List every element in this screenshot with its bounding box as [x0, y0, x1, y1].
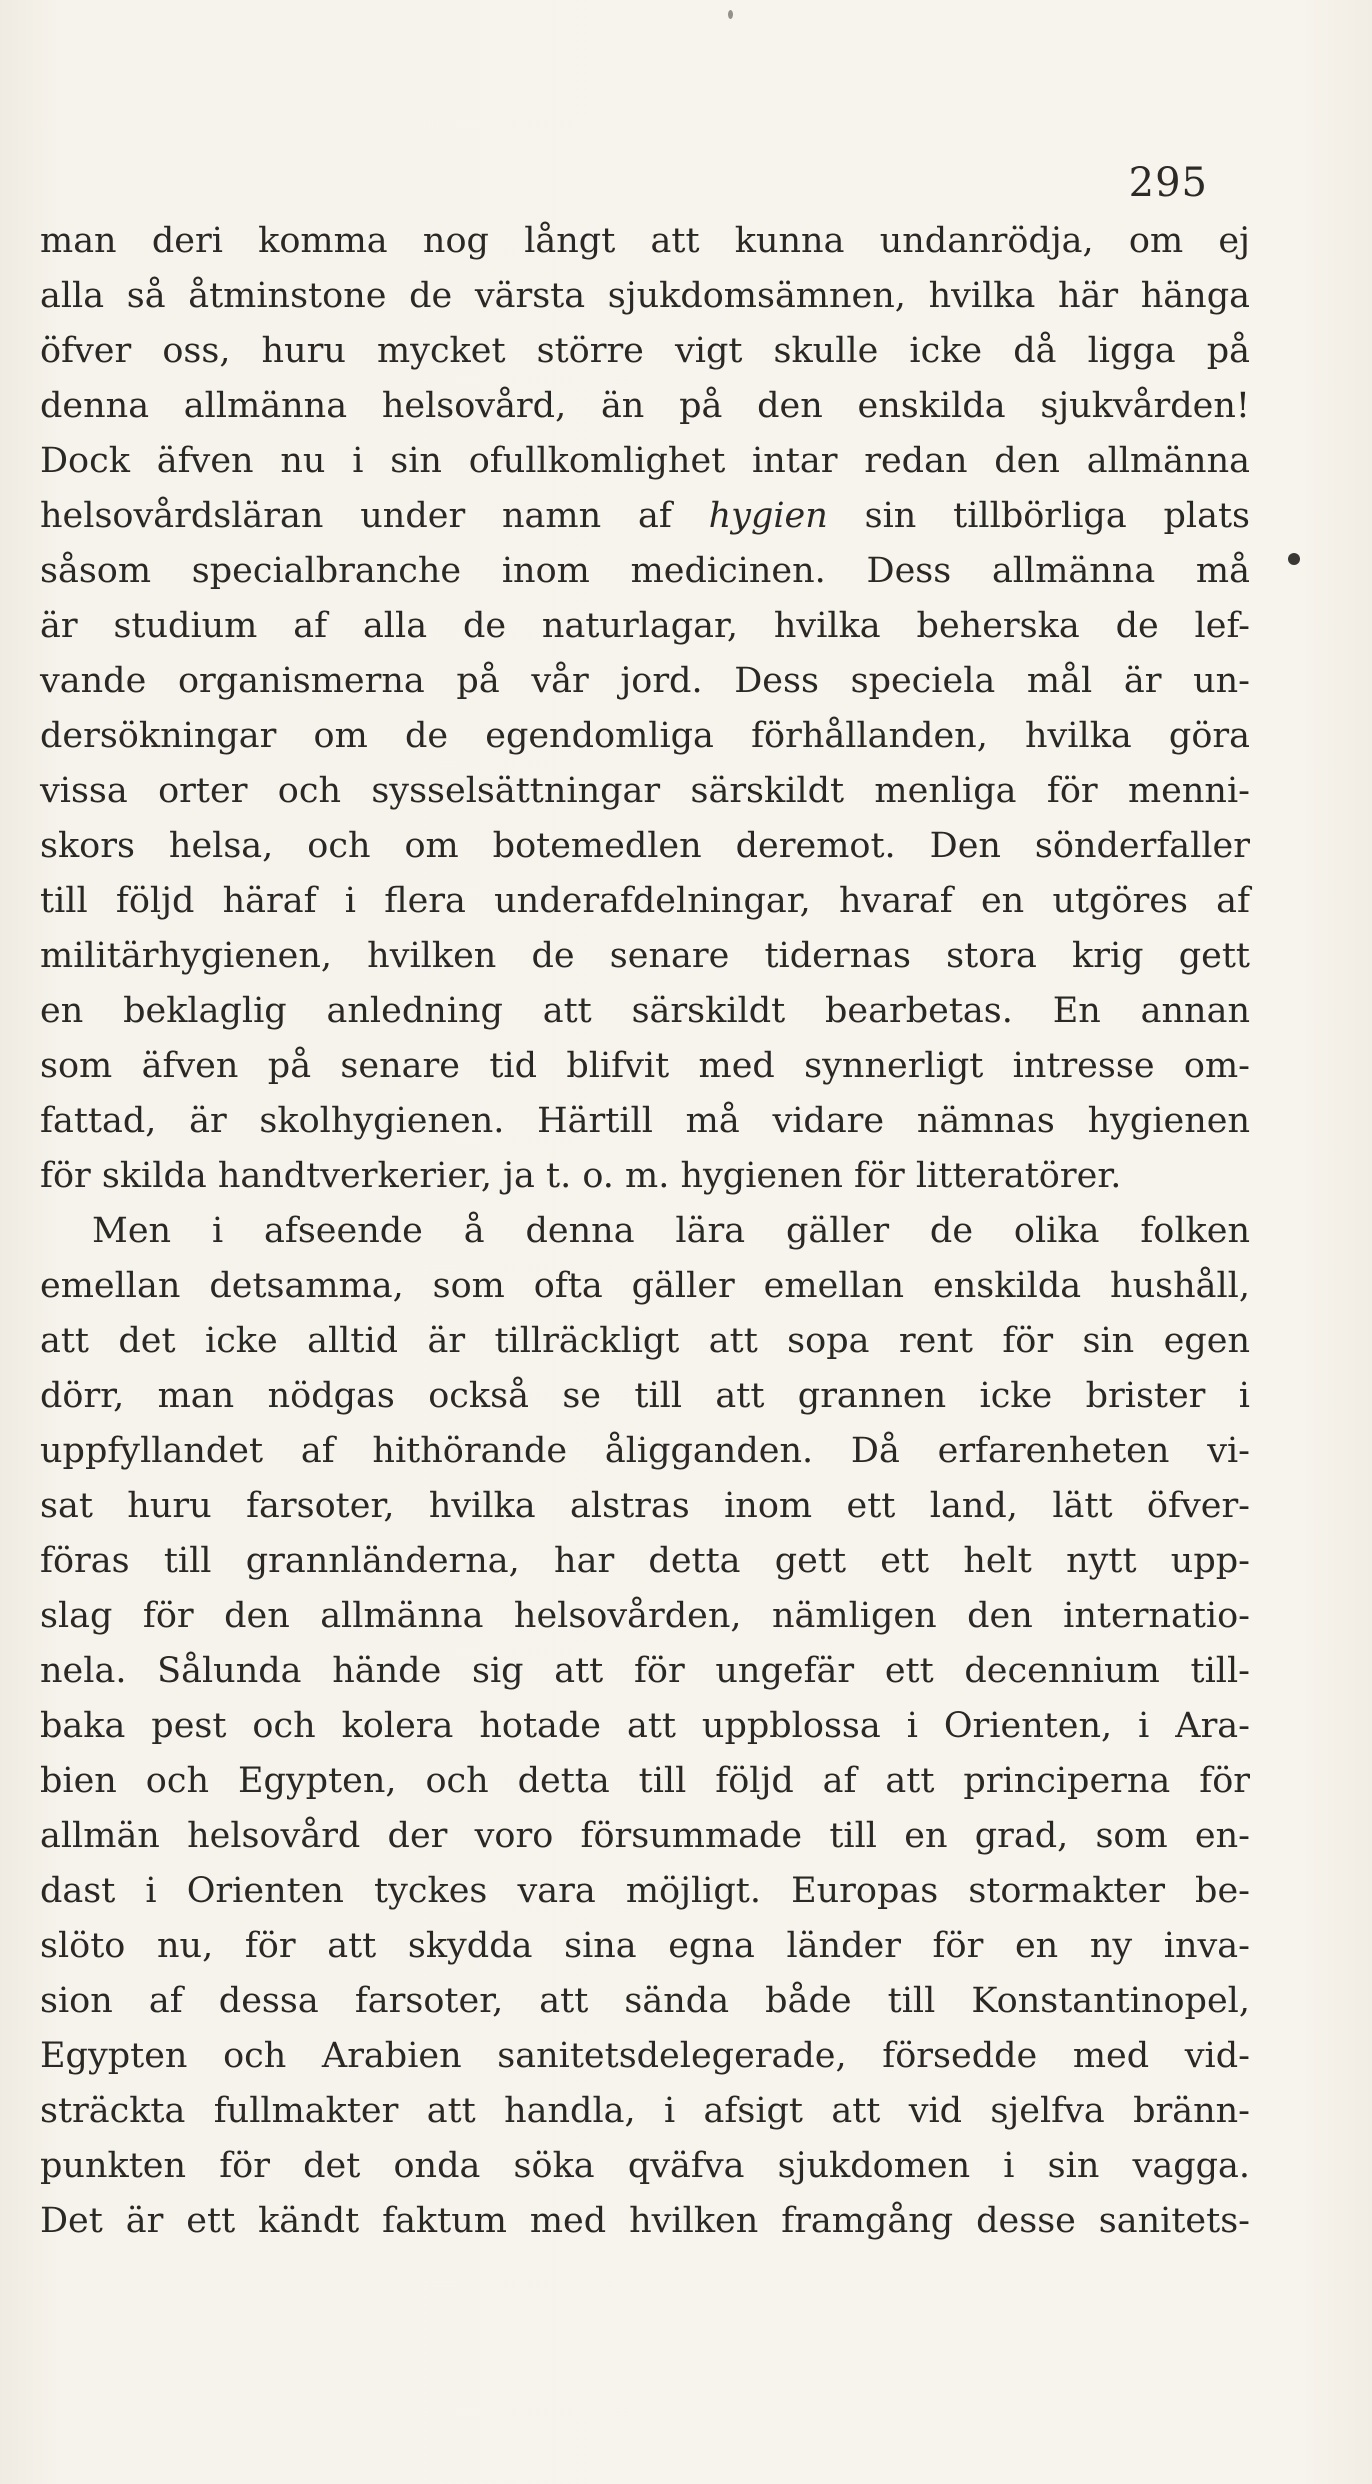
- text-line: såsom specialbranche inom medicinen. Dess allmänna må: [40, 551, 1250, 591]
- text-line: baka pest och kolera hotade att uppblossa i Orienten, i Ara-: [40, 1706, 1250, 1746]
- text-line: dast i Orienten tyckes vara möjligt. Europas stormakter be-: [40, 1871, 1250, 1911]
- text-line: dersökningar om de egendomliga förhållanden, hvilka göra: [40, 716, 1250, 756]
- text-line: punkten för det onda söka qväfva sjukdomen i sin vagga.: [40, 2146, 1250, 2186]
- text-line: är studium af alla de naturlagar, hvilka beherska de lef-: [40, 606, 1250, 646]
- text-line: uppfyllandet af hithörande åligganden. Då erfarenheten vi-: [40, 1431, 1250, 1471]
- text-line: öfver oss, huru mycket större vigt skulle icke då ligga på: [40, 331, 1250, 371]
- text-line: sträckta fullmakter att handla, i afsigt att vid sjelfva bränn-: [40, 2091, 1250, 2131]
- text-line: alla så åtminstone de värsta sjukdomsämnen, hvilka här hänga: [40, 276, 1250, 316]
- text-line: militärhygienen, hvilken de senare tidernas stora krig gett: [40, 936, 1250, 976]
- text-line: skors helsa, och om botemedlen deremot. Den sönderfaller: [40, 826, 1250, 866]
- text-line: emellan detsamma, som ofta gäller emellan enskilda hushåll,: [40, 1266, 1250, 1306]
- italic-term: hygien: [708, 496, 828, 536]
- text-line: till följd häraf i flera underafdelningar, hvaraf en utgöres af: [40, 881, 1250, 921]
- text-line: sat huru farsoter, hvilka alstras inom ett land, lätt öfver-: [40, 1486, 1250, 1526]
- page-number: 295: [1128, 160, 1208, 206]
- text-line-part: sin tillbörliga plats: [827, 496, 1251, 536]
- margin-mark: [1288, 553, 1300, 565]
- body-text: [40, 214, 1250, 2249]
- text-line: vande organismerna på vår jord. Dess speciela mål är un-: [40, 661, 1250, 701]
- text-line: nela. Sålunda hände sig att för ungefär ett decennium till-: [40, 1651, 1250, 1691]
- text-line: man deri komma nog långt att kunna undanrödja, om ej: [40, 221, 1250, 261]
- text-line: för skilda handtverkerier, ja t. o. m. hygienen för litteratörer.: [40, 1156, 1122, 1196]
- text-line: slag för den allmänna helsovården, nämligen den internatio-: [40, 1596, 1250, 1636]
- text-line: en beklaglig anledning att särskildt bearbetas. En annan: [40, 991, 1250, 1031]
- paper-speck: [728, 10, 733, 19]
- text-line: att det icke alltid är tillräckligt att sopa rent för sin egen: [40, 1321, 1250, 1361]
- text-line: fattad, är skolhygienen. Härtill må vidare nämnas hygienen: [40, 1101, 1250, 1141]
- text-line: som äfven på senare tid blifvit med synnerligt intresse om-: [40, 1046, 1250, 1086]
- text-line: bien och Egypten, och detta till följd af att principerna för: [40, 1761, 1250, 1801]
- text-line: Egypten och Arabien sanitetsdelegerade, försedde med vid-: [40, 2036, 1250, 2076]
- text-line: Dock äfven nu i sin ofullkomlighet intar redan den allmänna: [40, 441, 1250, 481]
- text-line: föras till grannländerna, har detta gett ett helt nytt upp-: [40, 1541, 1250, 1581]
- text-line: dörr, man nödgas också se till att grannen icke brister i: [40, 1376, 1250, 1416]
- text-line: Det är ett kändt faktum med hvilken framgång desse sanitets-: [40, 2201, 1250, 2241]
- text-line: Men i afseende å denna lära gäller de olika folken: [92, 1211, 1250, 1251]
- text-line: allmän helsovård der voro försummade till en grad, som en-: [40, 1816, 1250, 1856]
- text-line: vissa orter och sysselsättningar särskildt menliga för menni-: [40, 771, 1250, 811]
- text-line: sion af dessa farsoter, att sända både till Konstantinopel,: [40, 1981, 1250, 2021]
- text-line: [40, 489, 1250, 544]
- text-line: slöto nu, för att skydda sina egna länder för en ny inva-: [40, 1926, 1250, 1966]
- text-line: denna allmänna helsovård, än på den enskilda sjukvården!: [40, 386, 1250, 426]
- text-line-part: helsovårdsläran under namn af: [40, 496, 709, 536]
